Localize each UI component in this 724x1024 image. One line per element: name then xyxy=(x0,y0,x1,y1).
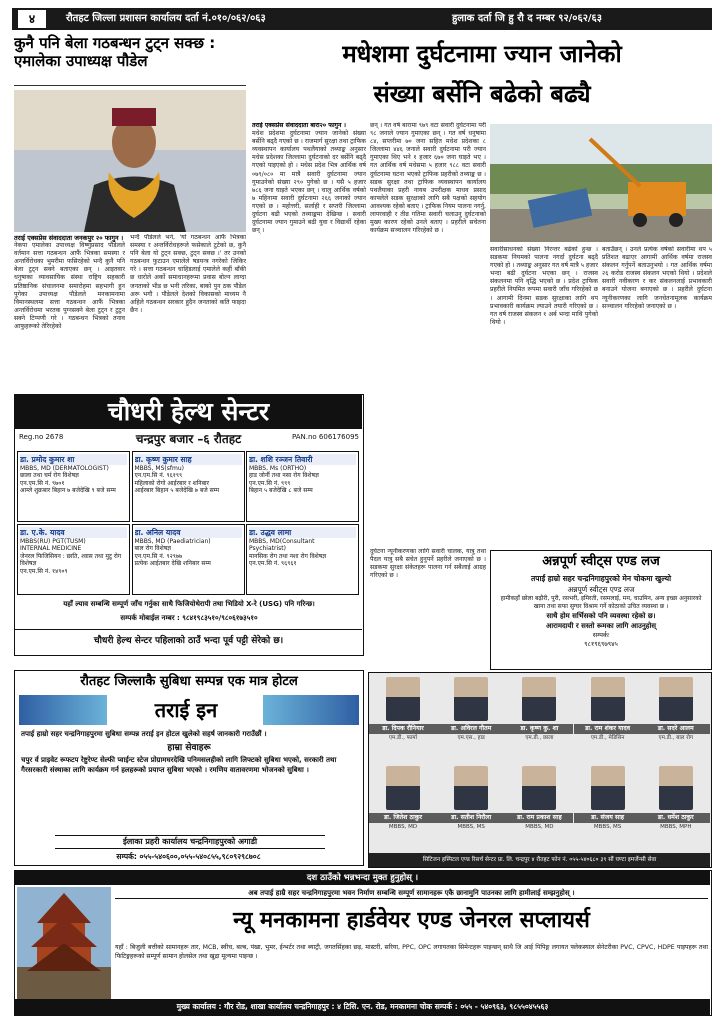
main-story-column-4 xyxy=(602,246,712,546)
doctor-detail: एन.एम.सि नं. १४९०९ xyxy=(20,567,68,575)
hospital-doctor-degree: MBBS, MPH xyxy=(660,824,692,830)
doctor-detail: महिलाको रोगो आईरबार र शनिबार xyxy=(134,479,209,487)
health-center-ad xyxy=(14,394,364,656)
doctor-photo xyxy=(386,677,420,721)
left-story-column-1 xyxy=(14,234,125,394)
doctor-name: डा. शशि रञ्जन तिवारी xyxy=(249,454,356,465)
left-story-dateline: तराई एक्सप्रेस संवाददाता जनकपुर २० फागुन । xyxy=(14,234,124,242)
health-pan: PAN.no 606176095 xyxy=(291,433,359,441)
hospital-doctor-card xyxy=(505,762,573,850)
page-number: ४ xyxy=(18,10,46,28)
main-story-text-3: सवारीसाधनको संख्या निरन्तर बढेको हुन्छ । सडकमा नियमको पालना नगर्दा दुर्घटना बढ्दै गएको हो । तथ्याङ्क अनुसार गत वर्ष मात्रै ५ हजार भन्दा बढी दुर्घटना भएका छन् । राजस्व संकलनमा पनि वृद्धि भएको छ । प्रदेश ट्राफिक प्रहरीले नियमित रूपमा सवारी जाँच गरिरहेको छ । आगामी दिनमा सडक सुरक्षाका लागि थप प्रभावकारी कार्यक्रम ल्याउने तयारी गरिएको छ । गत वर्ष राजस्व संकलन १ अर्ब भन्दा माथि पुगेको थियो । xyxy=(490,246,598,326)
doctor-photo xyxy=(659,766,693,810)
hospital-doctor-degree: MBBS, MD xyxy=(388,824,418,830)
doctor-detail: MBBS(RU) PGT(TUSM) xyxy=(20,538,86,545)
health-center-name: चौधरी हेल्थ सेन्टर xyxy=(15,395,362,429)
doctor-detail: एन.एम.सि नं. ९९९ xyxy=(249,479,291,487)
hardware-ad xyxy=(14,870,712,1016)
main-story-column-3 xyxy=(490,246,598,546)
tarai-inn-location: ईलाका प्रहरी कार्यालय चन्द्रनिगाहपुरको अगाडी xyxy=(55,835,325,849)
main-story-continuation-text: दुर्घटना न्यूनीकरणका लागि सवारी चालक, यात्रु तथा पैदल यात्रु सबै सचेत हुनुपर्ने प्रहरीले जनाएको छ । सडकमा सुरक्षा संकेतहरू पालना गर्न सबैलाई आग्रह गरिएको छ । xyxy=(370,548,486,580)
hospital-doctor-name: डा. अविरल गौतम xyxy=(437,724,505,734)
main-story-dateline: तराई एक्सप्रेस संवाददाता बारा२० फागुन । xyxy=(252,122,346,129)
hospital-doctor-card xyxy=(574,673,642,761)
doctor-photo xyxy=(386,766,420,810)
hospital-doctor-card xyxy=(574,762,642,850)
hospital-doctor-card xyxy=(642,673,710,761)
main-story-text-2: छन् । गत वर्ष बारामा ९७९ वटा सवारी दुर्घटनामा परी ९८ जनाले ज्यान गुमाएका छन् । गत वर्ष धनुषामा ८४, सप्तरीमा ७० जना सहित मधेश प्रदेशका ८ जिल्लामा ४४६ जनाले सवारी दुर्घटनामा परी ज्यान गुमाएका थिए भने १ हजार ६७० जना घाइते भए । गत आर्थिक वर्ष मधेसमा ५ हजार ९८८ वटा सवारी दुर्घटनामा घटना भएको ट्राफिक प्रहरीको तथ्याङ्क छ । सडक सुरक्षा तथा ट्राफिक व्यवस्थापन कार्यालय पथलैयाका प्रहरी नायब उपरीक्षक माधव प्रसाद काफ्लेले सडक सुरक्षाको लागि सबै पक्षको सहयोग आवश्यक रहेको बताए । ट्राफिक नियम पालना नगर्नु, लापरवाही र तीव्र गतिमा सवारी चलाउनु दुर्घटनाको मुख्य कारण रहेको उनले बताए । प्रहरीले सचेतना कार्यक्रम सञ्चालन गरिरहेको छ । xyxy=(370,122,486,235)
temple-photo xyxy=(17,887,111,999)
annapurna-contact: ९८१९६९७९४५ xyxy=(584,640,618,648)
left-story-column-2 xyxy=(130,234,246,394)
left-story-headline-block xyxy=(14,34,246,86)
hardware-body: यहाँ : बिजुली बत्तीको सामानहरू तार, MCB, स्वीच, बल्ब, पंखा, भुमर, ईन्भर्टर तथा ब्याट्री, जगतसिंहका छड़, मास्टरी, सरिया, PPC, OPC लगायतका सिमेन्टहरू पाइन्छन् साथै जि आई पिपिङ्ग लगायत फ्लेकस्याल सेनेटरीका PVC, CPVC, HDPE पाइपहरू तथा फिटिङ्गहरूको सम्पूर्ण सामान होलसेल तथा खुद्रा मूल्यमा पाइन्छ । xyxy=(115,944,708,960)
hardware-banner: दश ठाउँको भन्नभन्दा मुक्त हुनुहोस् । xyxy=(15,871,710,885)
hospital-doctor-degree: MBBS, MS xyxy=(593,824,622,830)
doctor-name: डा. उद्धव लामा xyxy=(249,527,356,538)
tarai-inn-services: चपुर र्व प्राइवेट रूफटप रेष्टुरेण्ट सेल्फी प्वाईन्ट स्टेज प्रोग्रामघरदेखि पनिमसलहीको लागि लिफ्टको सुबिधा भएको, सरकारी तथा गैरसरकारी संस्थाका लागि कार्यक्रम गर्न हलहरूको प्रयाप्त सुबिधा भएको । रमणिय वातावरणमा भोजनको सुबिधा । xyxy=(21,756,337,774)
doctor-name: डा. ए.के. यादव xyxy=(20,527,127,538)
hospital-doctor-degree: एम.डी., छाला xyxy=(525,735,554,741)
hospital-doctor-card xyxy=(505,673,573,761)
tarai-inn-banner xyxy=(15,693,363,727)
doctor-detail: जेनरल फिजिसियन : छाति, श्वास तथा मुटु रोग विशेषज्ञ xyxy=(20,552,122,568)
doctor-detail: एन.एम.सि नं. ९७०१ xyxy=(20,479,65,487)
hotel-photo-left xyxy=(19,695,107,725)
left-story-text-2: भन्दै पौडेलले भने, 'यो गठबन्धन आफैं भित्रका समस्या र अन्तर्विरोधहरूले फसेकाले टुटेको छ, कुनै पनि बेला यो टुट्न सक्छ, टुट्न सक्छ ।' तर उनको गठबन्धन फुटाउन एमालेले षडयन्त्र नगरेको जिकिर गरे । सत्ता गठबन्धन चाहिडलाई एमालेले कहीं बाँकी छ धारोले अर्को समाधानहरूमा प्रवास बोल्न लाग्दा जनताको भीड छ भनी तरिका, बाको पुन ठक पौडेल अरू भगौ । पौडेलले देशको विकासको माध्यम नै अहिले गठबन्धन सरकार हुदैन जनताको कति फाइदा छैन । xyxy=(130,234,246,314)
doctor-card xyxy=(17,524,130,595)
hospital-footer: सिटिजन हस्पिटल एण्ड रिसर्च सेन्टर प्रा. लि. चन्द्रपुर ४ रौतहट फोन नं. ०५५-५४०६८० ३९ सौं घण्टा इमर्जेन्सी सेवा xyxy=(369,853,710,867)
annapurna-sub: तपाईं हाम्रो सहर चन्द्रनिगाहपुरको मेन चोकमा खुल्यो xyxy=(530,574,672,583)
hospital-doctor-name: डा. जितेश ठाकुर xyxy=(369,813,437,823)
doctor-detail: MBBS, MD (DERMATOLOGIST) xyxy=(20,465,109,472)
doctor-name: डा. प्रमोद कुमार शा xyxy=(20,454,127,465)
annapurna-sweets-ad xyxy=(490,550,712,670)
doctor-detail: एन.एम.सि नं. ९६१९९ xyxy=(134,472,183,480)
main-story-text-1: मधेश प्रदेशमा दुर्घटनामा ज्यान जानेको संख्या बर्सेनि बढ्दै गएको छ । राजमार्ग सुरक्षा तथा ट्राफिक व्यवस्थापन कार्यालय पथलैयाको तथ्याङ्क अनुसार मधेस प्रदेशका जिल्लामा दुर्घटनाको दर बर्सेनि बढ्दै गएको पाइएको हो । मधेस प्रदेश भित्र आर्थिक वर्ष ०७९/०८० मा मात्रै सवारी दुर्घटनामा ज्यान गुमाउनेको संख्या २९० पुगेको छ । यसै ५ हजार ७८६ जना घाइते भएका छन् । चालु आर्थिक वर्षको ७ महिनामा सवारी दुर्घटनामा २६६ जनाको ज्यान गएको छ । महोत्तरी, सर्लाही र सप्तरी जिल्लामा दुर्घटना बढी भएको तथ्याङ्कमा देखिन्छ । सवारी दुर्घटनामा ज्यान गुमाउने बढी युवा र विद्यार्थी रहेका छन् । xyxy=(252,130,366,235)
doctor-detail: एन.एम.सि नं. ९२९७७ xyxy=(134,552,183,560)
left-story-text-1: नेकपा एमालेका उपाध्यक्ष विष्णुप्रसाद पौडेलले वर्तमान सत्ता गठबन्धन आफैं भित्रका समस्या र अन्तर्विरोधका भुमरीमा फसिरहेको भन्दै कुनै पनि बेला टुट्न सक्ने बताएका छन् । आइतवार धनुषाका व्यावसायिक संस्था राष्ट्रिय सहकारी प्रतिष्ठानिक संचालनमा समारोहमा सहभागी हुन पुगेका उपाध्यक्ष पौडेलले मनकामनामा विमानस्थलमा सत्ता गठबन्धन आफैं भित्रका अन्तर्विरोधमा भरतक पुग्नसक्ने बेला टुट्न र टुटुन सक्ने टिप्पणी गरे । गठबन्धन भित्रको तनाव आफुहरूको तेरिरहेको xyxy=(14,242,125,331)
hospital-doctor-name: डा. राम प्रकाश साह xyxy=(505,813,573,823)
doctor-detail: हाड जोर्नी तथा नसा रोग विशेषज्ञ xyxy=(249,472,319,480)
hospital-doctor-degree: एम.डी., मेडिसिन xyxy=(590,735,625,741)
doctor-detail: बिहान ५ बजेदेखि ८ बजे सम्म xyxy=(249,487,313,495)
main-story-headline-block xyxy=(252,34,712,120)
doctor-grid xyxy=(17,451,360,597)
main-headline-line-2: संख्या बर्सेनि बढेको बढ्यै xyxy=(373,80,591,108)
doctor-photo xyxy=(522,766,556,810)
main-story-column-2 xyxy=(370,122,486,544)
health-footer-services: यहाँ ल्याव सम्बन्धि सम्पूर्ण जाँच गर्नुका साथै फिजियोथेरापी तथा भिडियो X-रे (USG) पनि गरिन्छ। xyxy=(63,600,315,608)
hospital-doctor-degree: एम.एस., हाड xyxy=(457,735,485,741)
doctor-detail: आम्ले शुक्रबार बिहान ७ बजेदेखि ९ बजे सम्म xyxy=(20,487,116,495)
annapurna-welcome: आरामदायी र सस्तो रूमका लागि आउनुहोस् xyxy=(546,622,656,630)
doctor-card xyxy=(132,451,245,522)
hardware-footer: मुख्य कार्यालय : गौर रोड, शाखा कार्यालय चन्द्रनिगाहपुर : ४ टिसि. एन. रोड, मनकामना चोक सम्पर्क : ०५५ - ५४०९६३, ९८५५०४५५६३ xyxy=(15,999,710,1015)
hospital-doctor-name: डा. सतीश निरौला xyxy=(437,813,505,823)
annapurna-title: अन्नपूर्ण स्वीट्स एण्ड लज xyxy=(542,554,660,569)
hospital-doctor-card xyxy=(437,673,505,761)
hospital-doctor-name: डा. दिपक रौनियार xyxy=(369,724,437,734)
doctor-name: डा. अनिल यादव xyxy=(135,527,242,538)
doctor-card xyxy=(246,524,359,595)
hospital-doctor-name: डा. धर्मेश ठाकुर xyxy=(642,813,710,823)
doctor-detail: एन.एम.सि नं. ९६९६१ xyxy=(249,560,297,568)
hospital-doctor-card xyxy=(642,762,710,850)
annapurna-home-service: साथै होम सर्भिसको पनि व्यवस्था रहेको छ। xyxy=(546,612,656,620)
hospital-doctor-degree: MBBS, MS xyxy=(457,824,485,830)
hospital-doctor-name: डा. सदरे आलम xyxy=(642,724,710,734)
annapurna-contact-label: सम्पर्कः xyxy=(592,631,610,639)
doctor-detail: बाल रोग विशेषज्ञ xyxy=(134,545,172,553)
hospital-doctor-card xyxy=(369,673,437,761)
registration-text: रौतहट जिल्ला प्रशासन कार्यालय दर्ता नं.०१०/०६२/०६३ xyxy=(66,13,266,24)
hardware-subbanner: अब तपाई हाम्रै सहर चन्द्रनिगाहपुरमा भवन निर्माण सम्बन्धि सम्पूर्ण सामानहरू एकै छानामुनि पाउनका लागि हामीलाई सम्झनुहोस् । xyxy=(115,887,708,899)
doctor-photo xyxy=(659,677,693,721)
doctor-photo xyxy=(591,766,625,810)
postal-registration-text: हुलाक दर्ता जि हु रौ द नम्बर ९२/०६२/६३ xyxy=(452,13,602,24)
hospital-doctor-card xyxy=(437,762,505,850)
accident-photo xyxy=(490,124,712,242)
doctor-detail: MBBS, MS(sfmu) xyxy=(134,465,184,472)
doctor-detail: छाला तथा चर्म रोग विशेषज्ञ xyxy=(20,472,79,480)
tarai-inn-name: तराई इन xyxy=(154,698,218,722)
doctor-card xyxy=(17,451,130,522)
hospital-doctor-card xyxy=(369,762,437,850)
hospital-doctor-degree: एम.डी., फार्मा xyxy=(388,735,418,741)
hardware-name: न्यू मनकामना हार्डवेयर एण्ड जेनरल सप्लायर्स xyxy=(233,908,590,933)
hospital-doctor-name: डा. संजय साह xyxy=(574,813,642,823)
doctor-detail: INTERNAL MEDICINE xyxy=(20,545,82,553)
doctor-detail: आईरबार बिहान ५ बजेदेखि ७ बजे सम्म xyxy=(134,487,220,495)
doctor-detail: MBBS, Ms (ORTHO) xyxy=(249,465,307,472)
tarai-inn-services-title: हाम्रा सेवाहरू xyxy=(167,743,211,753)
doctor-photo xyxy=(591,677,625,721)
doctor-detail: MBBS, MD (Paediatrician) xyxy=(134,538,211,545)
doctor-detail: मानसिक रोग तथा नशा रोग विशेषज्ञ xyxy=(249,552,327,560)
health-location-note: चौधरी हेल्थ सेन्टर पहिलाको ठाउँ भन्दा पूर्व पट्टी सेरेको छ। xyxy=(15,629,362,652)
hospital-doctor-degree: एम.डी., बाल रोग xyxy=(658,735,694,741)
hospital-doctor-degree: MBBS, MD xyxy=(525,824,554,830)
annapurna-name: अन्नपूर्ण स्वीट्स एण्ड लज xyxy=(567,585,635,594)
health-reg-no: Reg.no 2678 xyxy=(19,433,64,441)
doctor-photo xyxy=(454,766,488,810)
doctor-photo xyxy=(454,677,488,721)
left-story-headline: कुनै पनि बेला गठबन्धन टुट्न सक्छ : एमालेका उपाध्यक्ष पौडेल xyxy=(14,34,216,70)
doctor-card xyxy=(132,524,245,595)
doctor-card xyxy=(246,451,359,522)
tarai-inn-ad xyxy=(14,670,364,866)
tarai-inn-heading: रौतहट जिल्लाकै सुबिधा सम्पन्न एक मात्र होटल xyxy=(80,674,298,689)
tarai-inn-sub: तपाई हाम्रो सहर चन्द्रनिगाहपुरमा सुबिधा सम्पन्न तराई इन होटल खुलेको सहर्ष जानकारी गराउँछौं । xyxy=(21,730,267,738)
annapurna-body: हामीकहाँ छोला बढ़ौरी, पुरी, रसभरी, इमिरती, रसमलाई, मम, चाउमिन, अन्य इच्छा अनुसारको खाना तथा सफा सुग्घर विश्राम गर्ने कोठाको उचित व्यवस्था छ । xyxy=(500,595,702,610)
main-story-continuation xyxy=(370,548,486,668)
tarai-inn-contact: सम्पर्क: ०५५-५४०६००,०५५-५४०८५५,९८०९२९८७०८ xyxy=(116,852,261,861)
hospital-doctor-name: डा. राम शंकर यादव xyxy=(574,724,642,734)
doctor-detail: प्रत्येक आईतबार देखि शनिबार सम्म xyxy=(134,560,211,568)
doctor-name: डा. कृष्ण कुमार साह xyxy=(135,454,242,465)
header-bar xyxy=(12,8,712,30)
doctor-detail: MBBS, MD(Consultant xyxy=(249,538,315,545)
main-story-column-1 xyxy=(252,122,366,392)
hospital-doctor-name: डा. कृष्ण कु. शा xyxy=(505,724,573,734)
main-headline-line-1: मधेशमा दुर्घटनामा ज्यान जानेको xyxy=(342,40,622,68)
health-address: चन्द्रपुर बजार –६ रौतहट xyxy=(135,432,242,446)
hotel-photo-right xyxy=(263,695,359,725)
hospital-doctor-grid xyxy=(369,673,710,851)
doctor-photo xyxy=(522,677,556,721)
politician-photo xyxy=(14,90,246,232)
hospital-doctors-ad xyxy=(368,672,712,868)
main-story-text-4: बताउँछन् । उनले प्रत्येक वर्षको सवारीमा थप ५ प्रतिशत बढाएर आगामी आर्थिक वर्षमा राजस्व संकलन गर्नुपर्ने बताउनुभयो । गत आर्थिक वर्षमा २६ करोड राजस्व संकलन भएको थियो । प्रदेशले सवारी नवीकरण र कर संकलनलाई प्रभावकारी बनाउने योजना बनाएको छ । प्रहरीले दुर्घटना न्यूनीकरणका लागि जनचेतनामूलक कार्यक्रम सञ्चालन गरिरहेको जनाएको छ । xyxy=(602,246,712,310)
doctor-detail: Psychiatrist) xyxy=(249,545,286,553)
health-contact: सम्पर्क मोबाईल नम्बर : ९८४१९८३५१०/९८०६१७३५१० xyxy=(120,614,258,622)
